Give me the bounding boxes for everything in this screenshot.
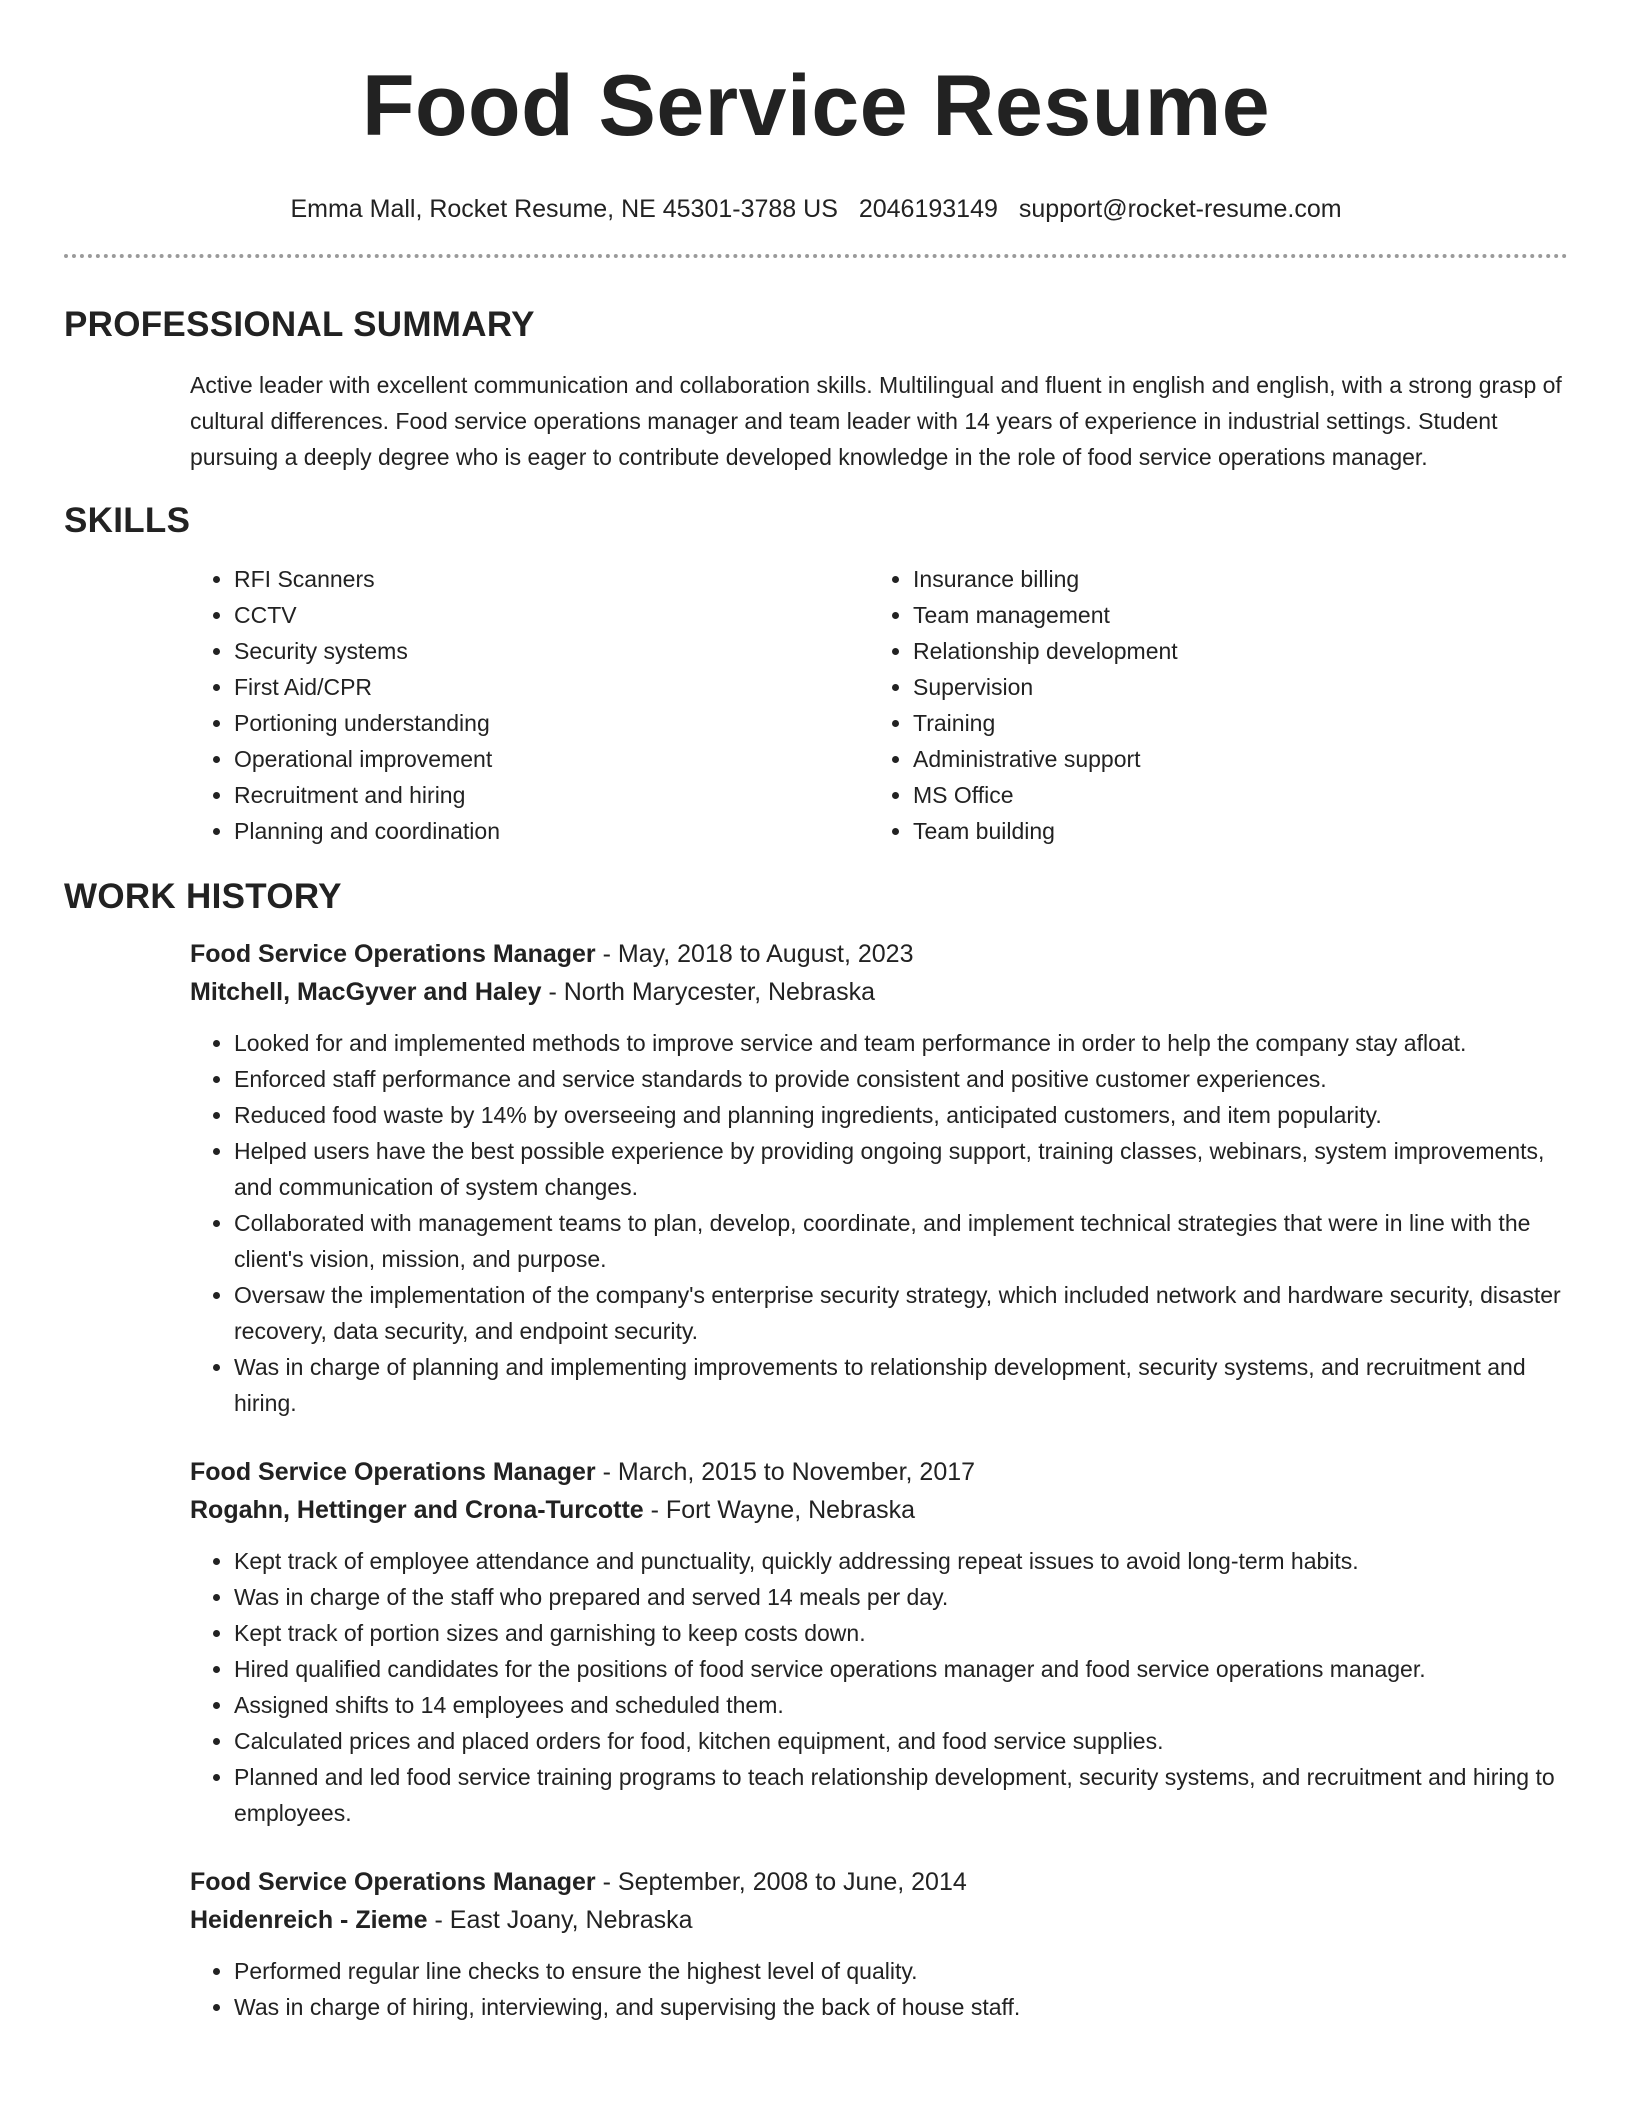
job-title-line	[190, 935, 1568, 973]
skills-column-left	[190, 561, 869, 849]
skill-item: • Operational improvement	[234, 741, 869, 777]
job-bullet: • Reduced food waste by 14% by overseeing and planning ingredients, anticipated customers, and item popularity.	[234, 1097, 1568, 1133]
job-company-line	[190, 1901, 1568, 1939]
header-divider	[64, 254, 1568, 258]
job-bullets	[190, 1025, 1568, 1421]
job-company: Heidenreich - Zieme	[190, 1906, 428, 1934]
job-entry	[190, 1863, 1568, 2025]
job-dates: - September, 2008 to June, 2014	[595, 1868, 967, 1896]
job-company-line	[190, 1491, 1568, 1529]
skill-item: • Relationship development	[913, 633, 1568, 669]
job-bullet: • Hired qualified candidates for the positions of food service operations manager and food service operations manager.	[234, 1651, 1568, 1687]
job-dates: - May, 2018 to August, 2023	[595, 940, 914, 968]
skill-item: • CCTV	[234, 597, 869, 633]
job-title: Food Service Operations Manager	[190, 940, 596, 968]
job-bullet: • Looked for and implemented methods to improve service and team performance in order to help the company stay afloat.	[234, 1025, 1568, 1061]
job-bullet: • Planned and led food service training programs to teach relationship development, security systems, and recruitment and hiring to employees.	[234, 1759, 1568, 1831]
job-bullet: • Collaborated with management teams to plan, develop, coordinate, and implement technical strategies that were in line with the client's vision, mission, and purpose.	[234, 1205, 1568, 1277]
skill-item: • Portioning understanding	[234, 705, 869, 741]
job-location: - East Joany, Nebraska	[427, 1906, 693, 1934]
contact-address: Emma Mall, Rocket Resume, NE 45301-3788 US	[290, 195, 838, 223]
job-location: - North Marycester, Nebraska	[541, 978, 875, 1006]
skills-column-right	[869, 561, 1568, 849]
skill-item: • Team management	[913, 597, 1568, 633]
job-bullet: • Was in charge of the staff who prepared and served 14 meals per day.	[234, 1579, 1568, 1615]
job-bullet: • Calculated prices and placed orders for food, kitchen equipment, and food service supplies.	[234, 1723, 1568, 1759]
skill-item: • Training	[913, 705, 1568, 741]
work-history-heading: WORK HISTORY	[64, 877, 342, 916]
skill-item: • Security systems	[234, 633, 869, 669]
job-bullet: • Was in charge of planning and implementing improvements to relationship development, security systems, and recruitment and hiring.	[234, 1349, 1568, 1421]
job-bullets	[190, 1543, 1568, 1831]
job-bullet: • Kept track of portion sizes and garnishing to keep costs down.	[234, 1615, 1568, 1651]
job-bullet: • Kept track of employee attendance and punctuality, quickly addressing repeat issues to avoid long-term habits.	[234, 1543, 1568, 1579]
job-title-line	[190, 1453, 1568, 1491]
resume-page	[64, 0, 1568, 2025]
summary-text: Active leader with excellent communication and collaboration skills. Multilingual and fluent in english and english, with a strong grasp of cultural differences. Food service operations manager and team leader with 14 years of experience in industrial settings. Student pursuing a deeply degree who is eager to contribute developed knowledge in the role of food service operations manager.	[190, 372, 1562, 470]
skill-item: • Team building	[913, 813, 1568, 849]
contact-email: support@rocket-resume.com	[1018, 195, 1342, 223]
skill-item: • Supervision	[913, 669, 1568, 705]
skills-list	[190, 561, 1568, 849]
job-bullet: • Helped users have the best possible experience by providing ongoing support, training classes, webinars, system improvements, and communication of system changes.	[234, 1133, 1568, 1205]
job-bullets	[190, 1953, 1568, 2025]
job-company: Rogahn, Hettinger and Crona-Turcotte	[190, 1496, 644, 1524]
job-location: - Fort Wayne, Nebraska	[643, 1496, 916, 1524]
skill-item: • Recruitment and hiring	[234, 777, 869, 813]
job-entry	[190, 1453, 1568, 1831]
job-company-line	[190, 973, 1568, 1011]
contact-line	[64, 194, 1568, 224]
job-bullet: • Performed regular line checks to ensure the highest level of quality.	[234, 1953, 1568, 1989]
skill-item: • First Aid/CPR	[234, 669, 869, 705]
job-company: Mitchell, MacGyver and Haley	[190, 978, 542, 1006]
skill-item: • MS Office	[913, 777, 1568, 813]
job-bullet: • Was in charge of hiring, interviewing, and supervising the back of house staff.	[234, 1989, 1568, 2025]
job-bullet: • Oversaw the implementation of the company's enterprise security strategy, which included network and hardware security, disaster recovery, data security, and endpoint security.	[234, 1277, 1568, 1349]
contact-phone: 2046193149	[858, 195, 998, 223]
job-entry	[190, 935, 1568, 1421]
summary-heading: PROFESSIONAL SUMMARY	[64, 305, 535, 344]
job-bullet: • Enforced staff performance and service standards to provide consistent and positive customer experiences.	[234, 1061, 1568, 1097]
resume-title: Food Service Resume	[361, 58, 1271, 154]
job-bullet: • Assigned shifts to 14 employees and scheduled them.	[234, 1687, 1568, 1723]
skill-item: • RFI Scanners	[234, 561, 869, 597]
skill-item: • Administrative support	[913, 741, 1568, 777]
skill-item: • Planning and coordination	[234, 813, 869, 849]
skill-item: • Insurance billing	[913, 561, 1568, 597]
job-title: Food Service Operations Manager	[190, 1458, 596, 1486]
job-dates: - March, 2015 to November, 2017	[595, 1458, 976, 1486]
job-title: Food Service Operations Manager	[190, 1868, 596, 1896]
job-title-line	[190, 1863, 1568, 1901]
skills-heading: SKILLS	[64, 501, 191, 540]
